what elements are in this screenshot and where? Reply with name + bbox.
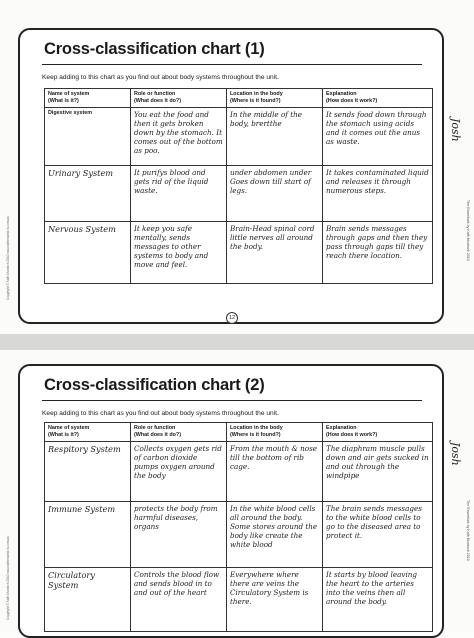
location-cell: In the white blood cells all around the body. Some stores around the body like create the white blood — [227, 501, 323, 567]
explanation-cell: It takes contaminated liquid and releases it through numerous steps. — [323, 165, 433, 221]
role-cell: Collects oxygen gets rid of carbon dioxide pumps oxygen around the body — [131, 441, 227, 501]
system-name-cell: Circulatory System — [45, 567, 131, 631]
location-cell: In the middle of the body, brertthe — [227, 107, 323, 165]
chart-title-2: Cross-classification chart (2) — [44, 376, 265, 394]
chart-frame-1 — [18, 28, 444, 324]
worksheet-page-2 — [0, 350, 474, 632]
explanation-cell: The brain sends messages to the white blood cells to go to the diseased area to protect it. — [323, 501, 433, 567]
header-explanation: Explanation (How does it work?) — [323, 89, 433, 108]
system-name-cell: Urinary System — [45, 165, 131, 221]
header-location-in-body: Location in the body (Where is it found?) — [227, 423, 323, 442]
table-row — [45, 165, 433, 221]
instruction-text-1: Keep adding to this chart as you find out about body systems throughout the unit. — [42, 74, 279, 81]
location-cell: Everywhere where there are veins the Circulatory System is there. — [227, 567, 323, 631]
table-header-row — [45, 89, 433, 108]
page-separator — [0, 334, 474, 350]
header-role-or-function: Role or function (What does it do?) — [131, 423, 227, 442]
location-cell: From the mouth & nose till the bottom of rib cage. — [227, 441, 323, 501]
title-underline — [42, 400, 422, 401]
table-row — [45, 567, 433, 631]
role-cell: It purifys blood and gets rid of the liquid waste. — [131, 165, 227, 221]
table-header-row — [45, 423, 433, 442]
table-row — [45, 501, 433, 567]
table-row — [45, 221, 433, 283]
table-row — [45, 441, 433, 501]
explanation-cell: It starts by blood leaving the heart to the arteries into the veins then all around the body. — [323, 567, 433, 631]
explanation-cell: Brain sends messages through gaps and then they pass through gaps till they reach there location. — [323, 221, 433, 283]
side-credit-label: The Essentials by Kath Murdoch 2010 — [466, 200, 470, 261]
system-name-cell: Immune System — [45, 501, 131, 567]
system-name-cell: Nervous System — [45, 221, 131, 283]
copyright-notice: Copyright © Kath Murdoch 2010 www.kathmurdoch.com.au — [6, 536, 10, 620]
header-name-of-system: Name of system (What is it?) — [45, 89, 131, 108]
copyright-notice: Copyright © Kath Murdoch 2010 www.kathmurdoch.com.au — [6, 216, 10, 300]
role-cell: Controls the blood flow and sends blood in to and out of the heart — [131, 567, 227, 631]
location-cell: Brain-Head spinal cord little nerves all around the body. — [227, 221, 323, 283]
instruction-text-2: Keep adding to this chart as you find out about body systems throughout the unit. — [42, 410, 279, 417]
explanation-cell: The diaphram muscle pulls down and air gets sucked in and out through the windpipe — [323, 441, 433, 501]
table-row — [45, 107, 433, 165]
header-name-of-system: Name of system (What is it?) — [45, 423, 131, 442]
header-role-or-function: Role or function (What does it do?) — [131, 89, 227, 108]
role-cell: You eat the food and then it gets broken down by the stomach. It comes out of the bottom as poo. — [131, 107, 227, 165]
page-number-badge: 12 — [226, 312, 238, 324]
role-cell: It keep you safe mentally, sends messages to other systems to body and move and feel. — [131, 221, 227, 283]
system-name-cell: Digestive system — [45, 107, 131, 165]
header-explanation: Explanation (How does it work?) — [323, 423, 433, 442]
location-cell: under abdomen under Goes down till start of legs. — [227, 165, 323, 221]
chart-frame-2 — [18, 364, 444, 638]
student-name-handwritten: Josh — [449, 442, 462, 466]
role-cell: protects the body from harmful diseases, organs — [131, 501, 227, 567]
system-name-cell: Respitory System — [45, 441, 131, 501]
classification-table-1 — [44, 88, 433, 284]
side-credit-label: The Essentials by Kath Murdoch 2010 — [466, 500, 470, 561]
explanation-cell: It sends food down through the stomach using acids and it comes out the anus as waste. — [323, 107, 433, 165]
header-location-in-body: Location in the body (Where is it found?) — [227, 89, 323, 108]
title-underline — [42, 64, 422, 65]
chart-title-1: Cross-classification chart (1) — [44, 40, 265, 58]
student-name-handwritten: Josh — [449, 118, 462, 142]
classification-table-2 — [44, 422, 433, 632]
